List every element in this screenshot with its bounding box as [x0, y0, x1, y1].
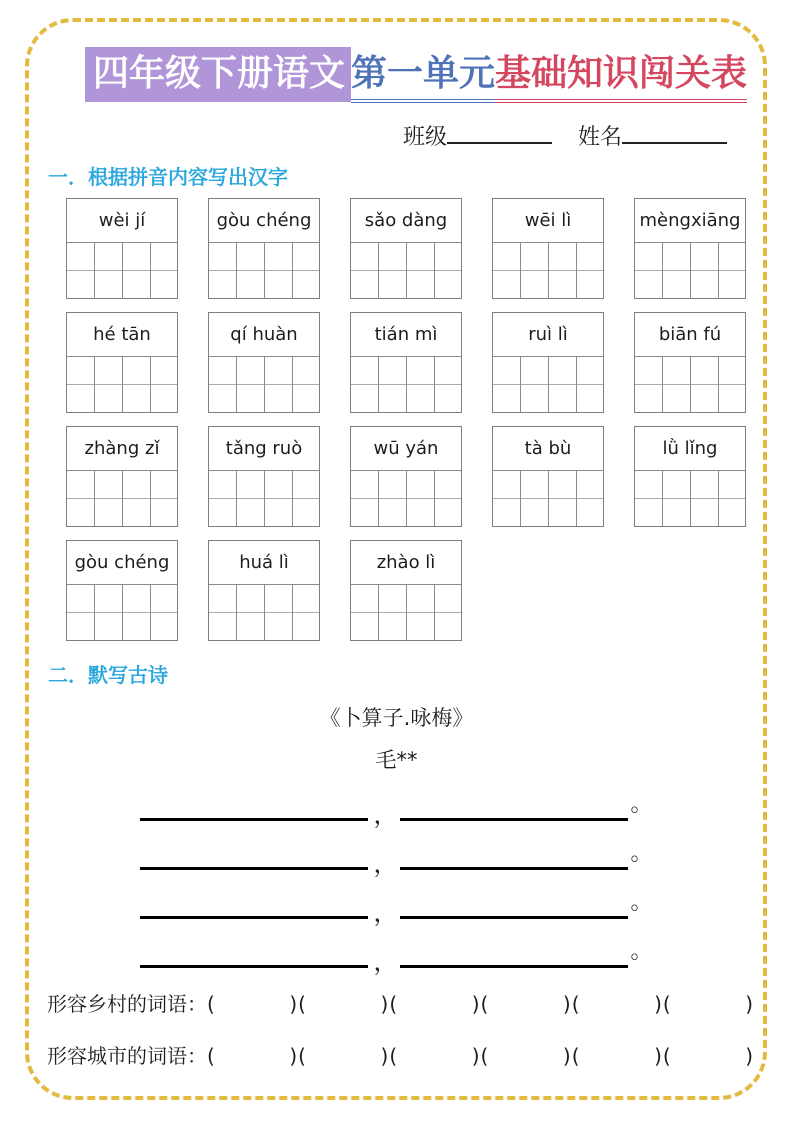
poem-blank-line[interactable] [140, 818, 368, 821]
pinyin-label: sǎo dàng [351, 199, 461, 243]
pinyin-box [634, 312, 746, 413]
pinyin-box [492, 426, 604, 527]
pinyin-label: gòu chéng [209, 199, 319, 243]
poem-line [0, 772, 793, 829]
pinyin-row-2 [66, 312, 746, 413]
pinyin-label: biān fú [635, 313, 745, 357]
poem-blank-line[interactable] [400, 916, 628, 919]
title-rest: 基础知识闯关表 [495, 52, 747, 103]
class-label: 班级 [403, 125, 448, 150]
pinyin-label: tián mì [351, 313, 461, 357]
writing-grid[interactable] [67, 243, 177, 298]
pinyin-box [208, 426, 320, 527]
writing-grid[interactable] [635, 357, 745, 412]
word-prompts [47, 988, 754, 1092]
pinyin-box [208, 312, 320, 413]
pinyin-label: lǜ lǐng [635, 427, 745, 471]
writing-grid[interactable] [493, 357, 603, 412]
poem-author: 毛** [375, 748, 418, 772]
city-word-blanks[interactable]: ( )( )( )( )( )( ) [207, 1044, 755, 1068]
pinyin-label: zhào lì [351, 541, 461, 585]
rural-words-label: 形容乡村的词语： [47, 992, 207, 1016]
pinyin-label: wū yán [351, 427, 461, 471]
pinyin-row-4 [66, 540, 746, 641]
pinyin-box [208, 540, 320, 641]
title-unit: 第一单元 [351, 52, 495, 103]
pinyin-box [350, 426, 462, 527]
name-label: 姓名 [578, 125, 623, 150]
writing-grid[interactable] [67, 585, 177, 640]
pinyin-box [66, 198, 178, 299]
rural-word-blanks[interactable]: ( )( )( )( )( )( ) [207, 992, 755, 1016]
pinyin-box [634, 426, 746, 527]
pinyin-label: gòu chéng [67, 541, 177, 585]
comma-mark: ， [373, 899, 398, 927]
comma-mark: ， [373, 850, 398, 878]
writing-grid[interactable] [351, 585, 461, 640]
poem-blank-line[interactable] [400, 965, 628, 968]
pinyin-row-1 [66, 198, 746, 299]
city-words-row [47, 1040, 754, 1069]
rural-words-row [47, 988, 754, 1017]
pinyin-label: mèngxiāng [635, 199, 745, 243]
writing-grid[interactable] [351, 357, 461, 412]
writing-grid[interactable] [635, 471, 745, 526]
class-blank-line[interactable] [447, 120, 552, 144]
pinyin-label: ruì lì [493, 313, 603, 357]
pinyin-label: tà bù [493, 427, 603, 471]
pinyin-box [66, 426, 178, 527]
comma-mark: ， [373, 801, 398, 829]
pinyin-box [66, 312, 178, 413]
writing-grid[interactable] [209, 585, 319, 640]
pinyin-grid [66, 198, 746, 641]
pinyin-box [634, 198, 746, 299]
pinyin-box [208, 198, 320, 299]
comma-mark: ， [373, 948, 398, 976]
writing-grid[interactable] [209, 357, 319, 412]
pinyin-box [492, 198, 604, 299]
period-mark: 。 [630, 841, 653, 866]
pinyin-label: wēi lì [493, 199, 603, 243]
writing-grid[interactable] [493, 243, 603, 298]
name-blank-line[interactable] [622, 120, 727, 144]
period-mark: 。 [630, 939, 653, 964]
poem-blank-line[interactable] [400, 867, 628, 870]
page-title [85, 47, 747, 103]
poem-blank-line[interactable] [140, 867, 368, 870]
writing-grid[interactable] [351, 243, 461, 298]
pinyin-box [492, 312, 604, 413]
pinyin-box [350, 312, 462, 413]
pinyin-box [350, 198, 462, 299]
city-words-label: 形容城市的词语： [47, 1044, 207, 1068]
student-info-row [403, 120, 727, 151]
pinyin-label: hé tān [67, 313, 177, 357]
section-two-heading: 二．默写古诗 [48, 663, 168, 687]
pinyin-box [66, 540, 178, 641]
writing-grid[interactable] [67, 357, 177, 412]
period-mark: 。 [630, 890, 653, 915]
pinyin-label: zhàng zǐ [67, 427, 177, 471]
section-one-heading: 一．根据拼音内容写出汉字 [48, 165, 288, 189]
poem-blank-line[interactable] [140, 965, 368, 968]
writing-grid[interactable] [635, 243, 745, 298]
poem-blank-lines [0, 772, 793, 976]
pinyin-label: tǎng ruò [209, 427, 319, 471]
pinyin-label: qí huàn [209, 313, 319, 357]
poem-blank-line[interactable] [400, 818, 628, 821]
poem-blank-line[interactable] [140, 916, 368, 919]
title-highlight: 四年级下册语文 [85, 47, 351, 102]
writing-grid[interactable] [67, 471, 177, 526]
writing-grid[interactable] [351, 471, 461, 526]
period-mark: 。 [630, 792, 653, 817]
pinyin-box [350, 540, 462, 641]
writing-grid[interactable] [209, 243, 319, 298]
writing-grid[interactable] [209, 471, 319, 526]
pinyin-row-3 [66, 426, 746, 527]
writing-grid[interactable] [493, 471, 603, 526]
poem-title: 《卜算子.咏梅》 [319, 706, 474, 730]
pinyin-label: wèi jí [67, 199, 177, 243]
pinyin-label: huá lì [209, 541, 319, 585]
